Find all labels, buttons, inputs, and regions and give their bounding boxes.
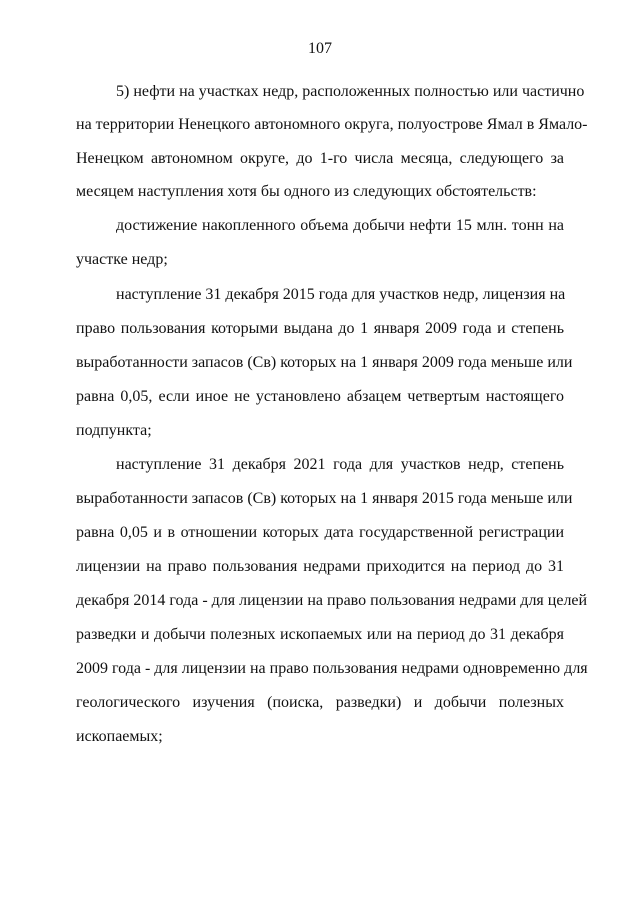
paragraph-4-line-4: лицензии на право пользования недрами приходится на период до 31 [76, 558, 564, 575]
paragraph-1-line-1: 5) нефти на участках недр, расположенных полностью или частично [116, 83, 585, 100]
paragraph-3-line-1: наступление 31 декабря 2015 года для участков недр, лицензия на [116, 286, 566, 303]
page-number: 107 [308, 40, 332, 57]
paragraph-3-line-2: право пользования которыми выдана до 1 января 2009 года и степень [76, 320, 564, 337]
paragraph-3-line-5: подпункта; [76, 422, 152, 439]
paragraph-4-line-6: разведки и добычи полезных ископаемых или на период до 31 декабря [76, 626, 564, 643]
paragraph-3-line-4: равна 0,05, если иное не установлено абзацем четвертым настоящего [76, 388, 564, 405]
paragraph-4-line-3: равна 0,05 и в отношении которых дата государственной регистрации [76, 524, 564, 541]
paragraph-4-line-9: ископаемых; [76, 728, 163, 745]
paragraph-1-line-4: месяцем наступления хотя бы одного из следующих обстоятельств: [76, 183, 537, 200]
paragraph-3-line-3: выработанности запасов (Cв) которых на 1 января 2009 года меньше или [76, 354, 573, 371]
paragraph-4-line-1: наступление 31 декабря 2021 года для участков недр, степень [116, 456, 564, 473]
paragraph-4-line-8: геологического изучения (поиска, разведки) и добычи полезных [76, 694, 564, 711]
paragraph-2-line-2: участке недр; [76, 251, 168, 268]
paragraph-1-line-2: на территории Ненецкого автономного округа, полуострове Ямал в Ямало- [76, 116, 588, 133]
paragraph-4-line-2: выработанности запасов (Cв) которых на 1 января 2015 года меньше или [76, 490, 573, 507]
paragraph-2-line-1: достижение накопленного объема добычи нефти 15 млн. тонн на [116, 217, 564, 234]
paragraph-1-line-3: Ненецком автономном округе, до 1-го числа месяца, следующего за [76, 150, 564, 167]
paragraph-4-line-7: 2009 года - для лицензии на право пользования недрами одновременно для [76, 660, 588, 677]
paragraph-4-line-5: декабря 2014 года - для лицензии на право пользования недрами для целей [76, 592, 588, 609]
